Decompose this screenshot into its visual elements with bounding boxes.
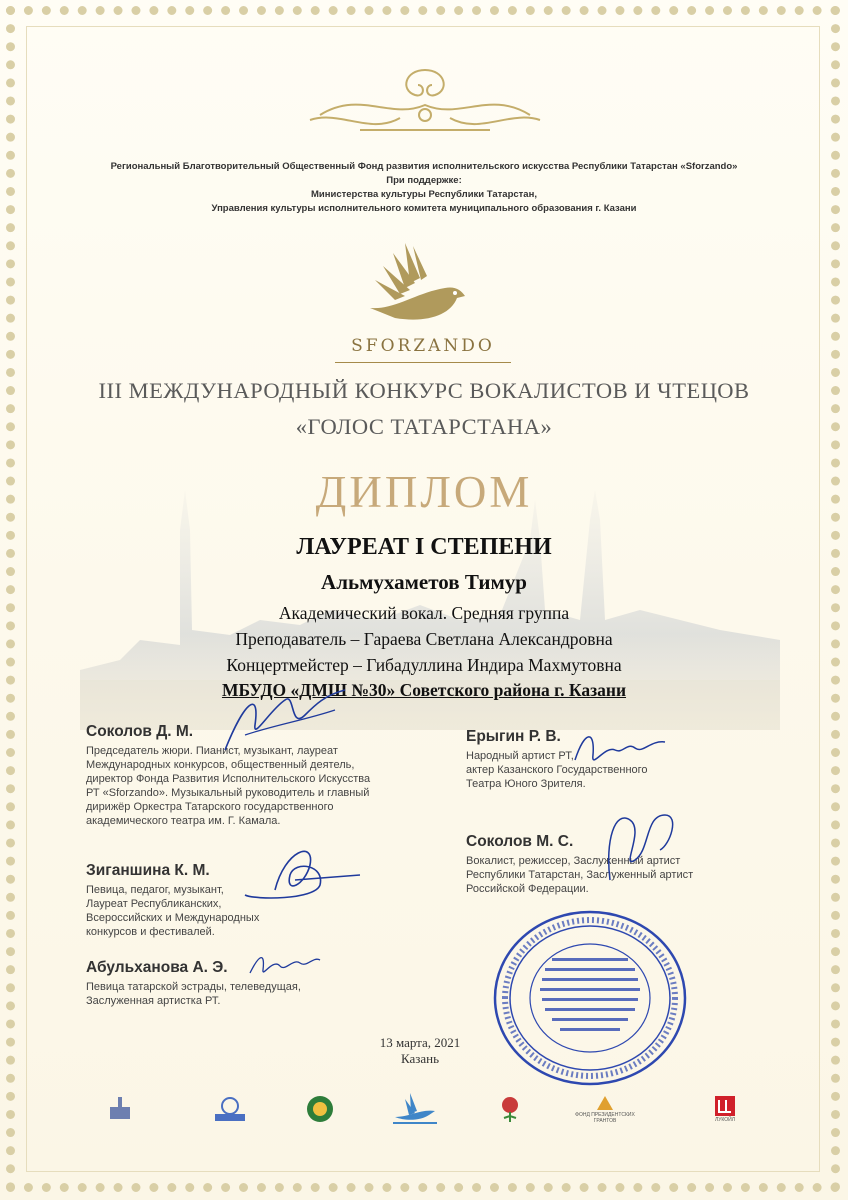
juror-name: Соколов Д. М. (86, 723, 194, 740)
rose-emblem-icon (496, 1094, 524, 1124)
department-line: Управления культуры исполнительного комитета муниципального образования г. Казани (211, 203, 637, 214)
accompanist-line: Концертмейстер – Гибадуллина Индира Махмутовна (226, 655, 622, 675)
contest-title: III МЕЖДУНАРОДНЫЙ КОНКУРС ВОКАЛИСТОВ И ЧТЕЦОВ (98, 378, 750, 403)
organizer-line: Региональный Благотворительный Общественный Фонд развития исполнительского искусства Республики Татарстан «Sforzando» (110, 161, 738, 172)
lukoil-emblem-icon (714, 1095, 736, 1117)
top-ornament (300, 60, 550, 140)
dtpk-logo-icon (209, 1094, 251, 1124)
sponsor-logo-dtpk (205, 1088, 255, 1130)
participant-name: Альмухаметов Тимур (321, 570, 527, 594)
ministry-line: Министерства культуры Республики Татарстан, (311, 189, 537, 200)
signature-sokolov-dm (215, 680, 355, 760)
sponsor-logo-sforzando (380, 1088, 450, 1130)
juror-name: Соколов М. С. (466, 833, 574, 850)
juror-description: Певица татарской эстрады, телеведущая, Заслуженная артистка РТ. (86, 981, 301, 1007)
juror-description: Вокалист, режиссер, Заслуженный артист Республики Татарстан, Заслуженный артист Российской Федерации. (466, 855, 694, 895)
juror-abulkhanova (86, 959, 386, 1008)
tatarstan-emblem-icon (305, 1094, 335, 1124)
teacher-line: Преподаватель – Гараева Светлана Александровна (235, 629, 613, 649)
signature-ziganshina (235, 830, 365, 910)
issue-date: 13 марта, 2021 (379, 1035, 461, 1050)
juror-name: Абульханова А. Э. (86, 959, 228, 976)
sponsor-logo-rose (490, 1088, 530, 1130)
grants-emblem-icon (595, 1094, 615, 1112)
contest-subtitle: «ГОЛОС ТАТАРСТАНА» (295, 414, 553, 439)
sponsor-logo-grants (570, 1088, 640, 1130)
sponsor-logo-kazan (100, 1088, 140, 1130)
sforzando-small-icon (385, 1091, 445, 1127)
sforzando-bird-logo (365, 238, 475, 338)
signature-abulkhanova (245, 948, 325, 982)
date-block (300, 1035, 540, 1067)
city-emblem-icon (105, 1095, 135, 1123)
grants-label: ФОНД ПРЕЗИДЕНТСКИХ ГРАНТОВ (575, 1112, 635, 1124)
juror-name: Ерыгин Р. В. (466, 728, 561, 745)
juror-description: Председатель жюри. Пианист, музыкант, лауреат Международных конкурсов, общественный деятель, директор Фонда Развития Исполнительского Искусства РТ «Sforzando». Музыкальный руководитель и главный дирижёр Оркестра Татарского государственного академического театра им. Г. Камала. (86, 745, 371, 827)
juror-name: Зиганшина К. М. (86, 862, 210, 879)
lukoil-label: ЛУКОЙЛ (714, 1117, 736, 1123)
sponsor-logo-lukoil (700, 1088, 750, 1130)
support-label: При поддержке: (386, 175, 462, 186)
signature-sokolov-ms (590, 800, 690, 890)
school-name: МБУДО «ДМШ №30» Советского района г. Казани (221, 680, 627, 700)
signature-erygin (565, 720, 675, 780)
school-line (0, 680, 848, 701)
brand-wordmark: SFORZANDO (335, 336, 511, 363)
diploma-heading: ДИПЛОМ (315, 467, 533, 517)
award-title: ЛАУРЕАТ I СТЕПЕНИ (296, 534, 552, 560)
issue-city: Казань (400, 1051, 440, 1066)
category-line: Академический вокал. Средняя группа (278, 603, 570, 623)
juror-description: Певица, педагог, музыкант, Лауреат Республиканских, Всероссийских и Международных конкурсов и фестивалей. (86, 884, 260, 938)
juror-description: Народный артист РТ, актер Казанского Государственного Театра Юного Зрителя. (466, 750, 648, 790)
sponsor-logo-tatarstan (300, 1088, 340, 1130)
